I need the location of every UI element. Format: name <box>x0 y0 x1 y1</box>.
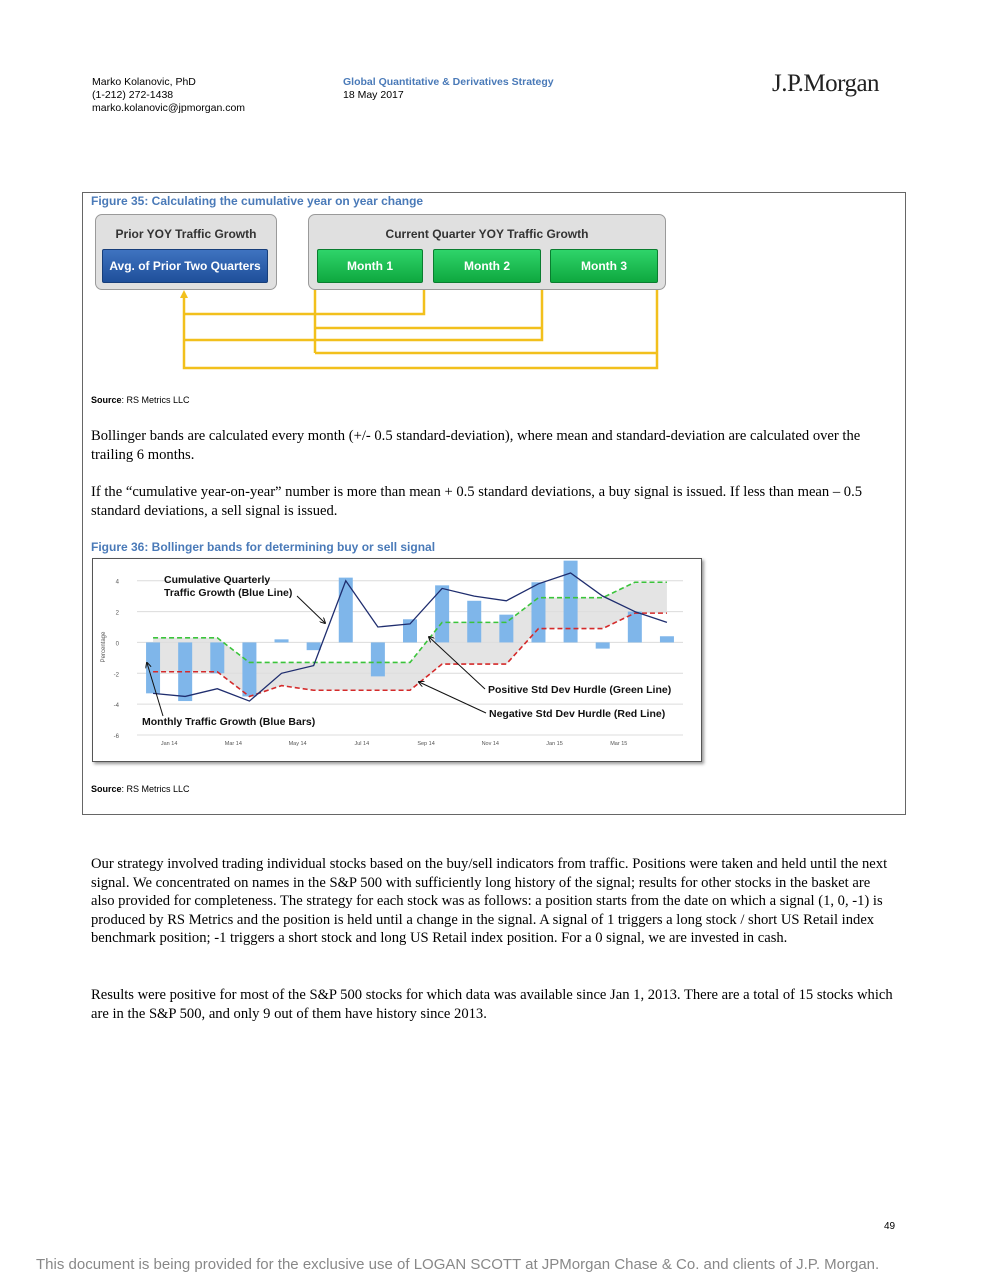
y-tick-label: 0 <box>115 641 119 648</box>
figure-36-chart <box>92 558 702 762</box>
page-number: 49 <box>884 1221 896 1232</box>
annotation-positive-hurdle: Positive Std Dev Hurdle (Green Line) <box>488 684 672 696</box>
bollinger-chart-svg <box>93 559 701 761</box>
paragraph-bollinger: Bollinger bands are calculated every month (+/- 0.5 standard-deviation), where mean and standard-deviation are calculated over the trailing 6 months. <box>91 428 861 463</box>
arrow-to-negative-hurdle <box>419 682 486 713</box>
department-name: Global Quantitative & Derivatives Strategy <box>343 76 554 88</box>
arrow-up-icon <box>180 290 188 298</box>
connector-lines <box>91 210 673 374</box>
connector-month-1 <box>184 290 424 314</box>
x-tick-label: Mar 14 <box>224 741 242 747</box>
x-tick-label: Mar 15 <box>610 741 628 747</box>
figure-35-source: Source: RS Metrics LLC <box>91 395 190 405</box>
prior-yoy-title: Prior YOY Traffic Growth <box>115 227 257 241</box>
department-block <box>343 76 554 102</box>
month-1-box: Month 1 <box>317 249 423 283</box>
traffic-growth-bar <box>242 642 256 696</box>
footer-disclaimer: This document is being provided for the exclusive use of LOGAN SCOTT at JPMorgan Chase & Co. and clients of J.P. Morgan. <box>36 1256 880 1273</box>
report-date: 18 May 2017 <box>343 89 404 101</box>
author-phone: (1-212) 272-1438 <box>92 89 174 101</box>
traffic-growth-bar <box>403 619 417 642</box>
annotation-monthly-bars: Monthly Traffic Growth (Blue Bars) <box>142 716 316 728</box>
x-tick-label: Nov 14 <box>481 741 500 747</box>
author-name: Marko Kolanovic, PhD <box>92 76 196 88</box>
author-block <box>92 76 245 115</box>
arrow-to-cumulative-line <box>297 596 325 623</box>
traffic-growth-bar <box>275 639 289 642</box>
traffic-growth-bar <box>210 642 224 673</box>
x-tick-label: Sep 14 <box>417 741 435 747</box>
x-tick-label: May 14 <box>288 741 307 747</box>
y-tick-label: -2 <box>113 672 119 679</box>
figure-35-title: Figure 35: Calculating the cumulative year on year change <box>91 194 424 208</box>
x-tick-label: Jul 14 <box>354 741 370 747</box>
traffic-growth-bar <box>307 642 321 650</box>
y-tick-label: -6 <box>113 734 119 740</box>
month-2-box: Month 2 <box>433 249 541 283</box>
x-tick-label: Jan 14 <box>160 741 178 747</box>
figure-36-source: Source: RS Metrics LLC <box>91 784 190 794</box>
paragraph-strategy: Our strategy involved trading individual stocks based on the buy/sell indicators from traffic. Positions were taken and held until the next signal. We concentrated on names in the S&P 500 with sufficiently long history of the signal; results for other stocks in the basket are also provided for completeness. The strategy for each stock was as follows: a position starts from the date on which a signal (1, 0, -1) is produced by RS Metrics and the position is held until a change in the signal. A signal of 1 triggers a long stock / short US Retail index benchmark position; -1 triggers a short stock and long US Retail index position. For a 0 signal, we are invested in cash. <box>91 856 888 947</box>
y-axis-label: Percentage <box>101 631 107 663</box>
annotation-cumulative-line2: Traffic Growth (Blue Line) <box>164 587 293 599</box>
traffic-growth-bar <box>596 642 610 648</box>
paragraph-signal-rule: If the “cumulative year-on-year” number is more than mean + 0.5 standard deviations, a buy signal is issued. If less than mean – 0.5 standard deviations, a sell signal is issued. <box>91 484 863 519</box>
traffic-growth-bar <box>371 642 385 676</box>
author-email[interactable]: marko.kolanovic@jpmorgan.com <box>92 102 246 114</box>
annotation-negative-hurdle: Negative Std Dev Hurdle (Red Line) <box>489 708 666 720</box>
traffic-growth-bar <box>531 582 545 642</box>
y-tick-label: 4 <box>115 579 119 586</box>
paragraph-results: Results were positive for most of the S&P 500 stocks for which data was available since Jan 1, 2013. There are a total of 15 stocks which are in the S&P 500, and only 9 out of them have history since 2013. <box>91 987 893 1022</box>
annotation-cumulative-line1: Cumulative Quarterly <box>164 574 271 586</box>
y-tick-label: -4 <box>113 703 119 710</box>
traffic-growth-bar <box>660 636 674 642</box>
x-tick-label: Jan 15 <box>546 741 563 747</box>
avg-prior-two-quarters-box: Avg. of Prior Two Quarters <box>102 249 268 283</box>
current-quarter-title: Current Quarter YOY Traffic Growth <box>385 227 589 241</box>
y-tick-label: 2 <box>115 610 119 617</box>
month-3-box: Month 3 <box>550 249 658 283</box>
figure-35-diagram <box>91 210 673 374</box>
jpmorgan-logo: J.P.Morgan <box>772 70 880 97</box>
figure-36-title: Figure 36: Bollinger bands for determining buy or sell signal <box>91 540 436 554</box>
